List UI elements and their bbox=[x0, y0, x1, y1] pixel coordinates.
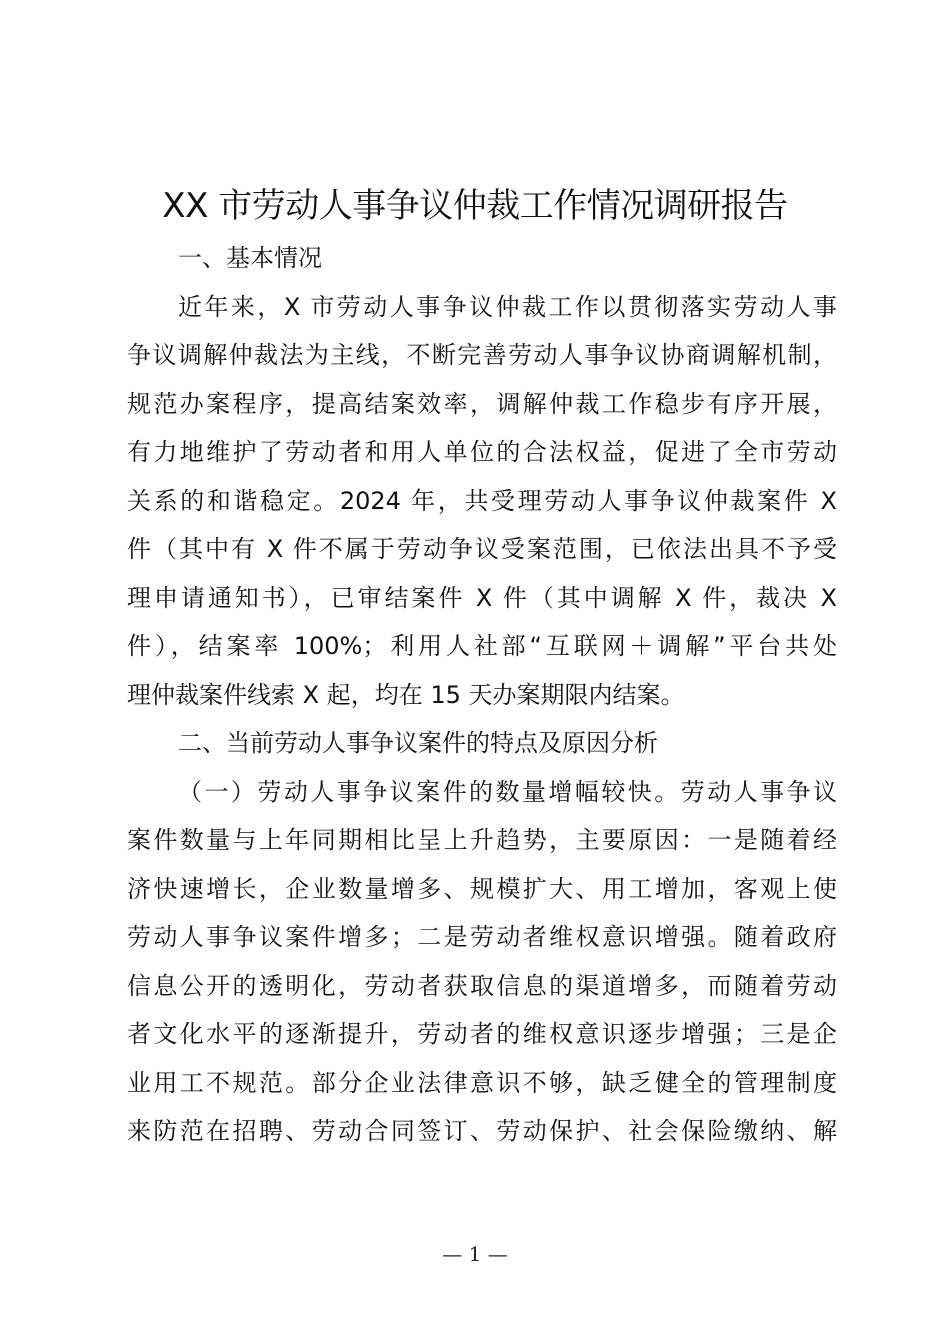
section-heading-characteristics: 二、当前劳动人事争议案件的特点及原因分析 bbox=[178, 729, 658, 757]
section-heading-basic-situation: 一、基本情况 bbox=[178, 244, 322, 272]
paragraph-line: 理仲裁案件线索 X 起，均在 15 天办案期限内结案。 bbox=[127, 680, 685, 709]
paragraph-line: 近年来，X 市劳动人事争议仲裁工作以贯彻落实劳动人事 bbox=[178, 292, 837, 321]
document-title: XX 市劳动人事争议仲裁工作情况调研报告 bbox=[162, 186, 788, 226]
paragraph-line: 理申请通知书），已审结案件 X 件（其中调解 X 件，裁决 X bbox=[127, 583, 837, 612]
page-number: — 1 — bbox=[442, 1242, 508, 1266]
paragraph-case-growth bbox=[127, 768, 837, 1156]
paragraph-line: 者文化水平的逐渐提升，劳动者的维权意识逐步增强；三是企 bbox=[127, 1020, 837, 1048]
paragraph-line: 争议调解仲裁法为主线，不断完善劳动人事争议协商调解机制， bbox=[127, 341, 837, 369]
paragraph-line: 业用工不规范。部分企业法律意识不够，缺乏健全的管理制度 bbox=[127, 1068, 837, 1097]
paragraph-line: 案件数量与上年同期相比呈上升趋势，主要原因：一是随着经 bbox=[127, 826, 837, 854]
paragraph-line: 济快速增长，企业数量增多、规模扩大、用工增加，客观上使 bbox=[127, 874, 837, 903]
paragraph-line: 来防范在招聘、劳动合同签订、劳动保护、社会保险缴纳、解 bbox=[127, 1117, 837, 1145]
paragraph-line: 件（其中有 X 件不属于劳动争议受案范围，已依法出具不予受 bbox=[127, 535, 837, 563]
paragraph-line: （一）劳动人事争议案件的数量增幅较快。劳动人事争议 bbox=[178, 777, 837, 806]
paragraph-line: 有力地维护了劳动者和用人单位的合法权益，促进了全市劳动 bbox=[127, 438, 837, 466]
document-body bbox=[127, 234, 837, 1156]
paragraph-line: 关系的和谐稳定。2024 年，共受理劳动人事争议仲裁案件 X bbox=[127, 486, 837, 515]
paragraph-basic-situation bbox=[127, 283, 837, 720]
paragraph-line: 信息公开的透明化，劳动者获取信息的渠道增多，而随着劳动 bbox=[127, 971, 837, 1000]
paragraph-line: 劳动人事争议案件增多；二是劳动者维权意识增强。随着政府 bbox=[127, 923, 837, 951]
paragraph-line: 规范办案程序，提高结案效率，调解仲裁工作稳步有序开展， bbox=[127, 389, 837, 418]
paragraph-line: 件），结案率 100%；利用人社部“互联网＋调解”平台共处 bbox=[127, 632, 837, 660]
